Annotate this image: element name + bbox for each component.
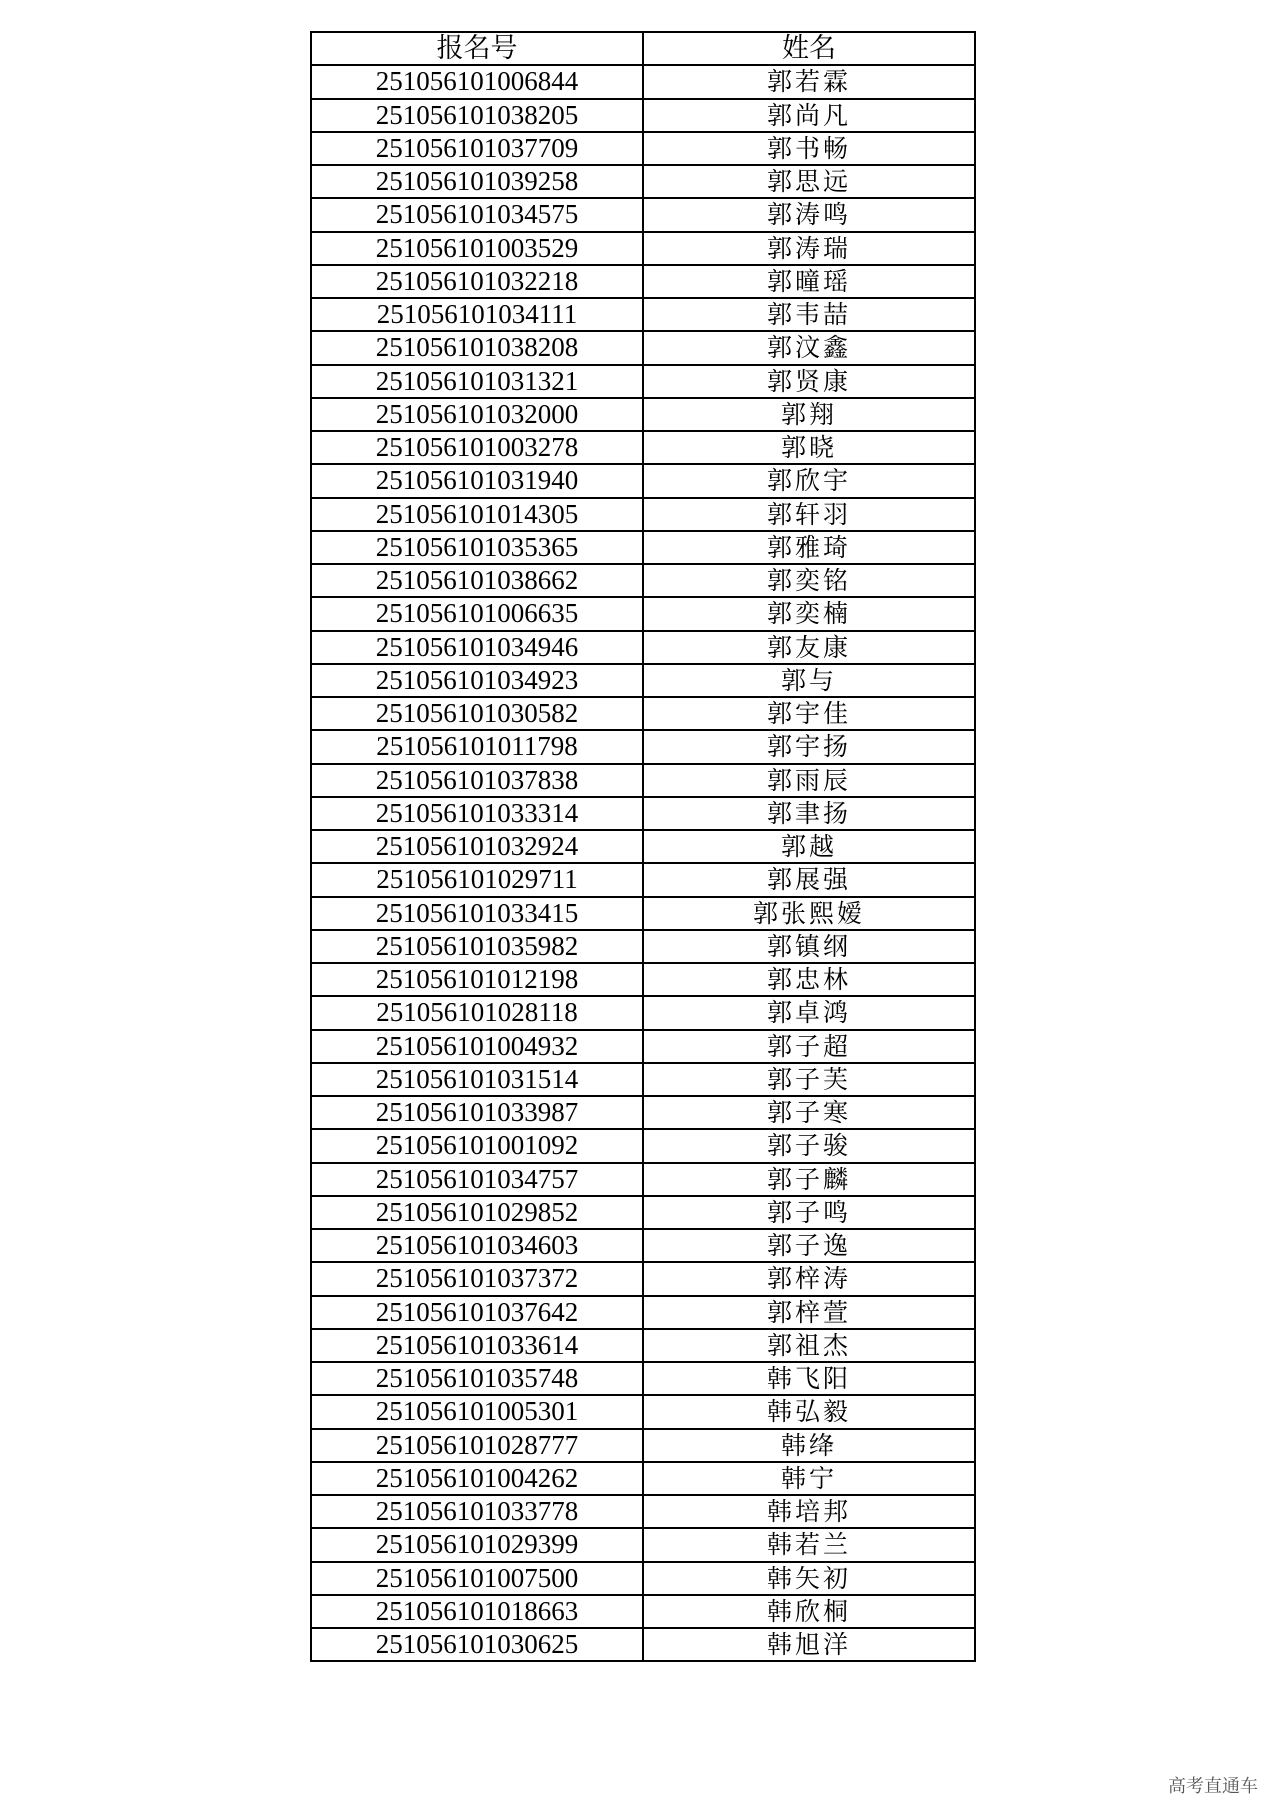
registration-number-cell: 251056101034946 (311, 631, 643, 664)
registration-number-cell: 251056101029399 (311, 1528, 643, 1561)
table-row (311, 631, 975, 664)
table-row (311, 232, 975, 265)
table-row (311, 1262, 975, 1295)
name-cell: 郭奕楠 (643, 597, 975, 630)
table-row (311, 132, 975, 165)
registration-number-cell: 251056101029852 (311, 1196, 643, 1229)
registration-number-cell: 251056101012198 (311, 963, 643, 996)
registration-number-cell: 251056101038208 (311, 331, 643, 364)
table-row (311, 1030, 975, 1063)
table-row (311, 265, 975, 298)
table-body (311, 65, 975, 1661)
table-row (311, 830, 975, 863)
name-cell: 郭子芙 (643, 1063, 975, 1096)
registration-number-cell: 251056101028777 (311, 1429, 643, 1462)
registration-number-cell: 251056101037372 (311, 1262, 643, 1295)
table-row (311, 1096, 975, 1129)
name-cell: 郭奕铭 (643, 564, 975, 597)
name-cell: 郭卓鸿 (643, 996, 975, 1029)
name-cell: 郭若霖 (643, 65, 975, 98)
registration-number-cell: 251056101028118 (311, 996, 643, 1029)
registration-number-cell: 251056101006844 (311, 65, 643, 98)
name-cell: 韩飞阳 (643, 1362, 975, 1395)
table-row (311, 1528, 975, 1561)
table-row (311, 1395, 975, 1428)
table-row (311, 597, 975, 630)
name-cell: 韩矢初 (643, 1562, 975, 1595)
name-cell: 韩欣桐 (643, 1595, 975, 1628)
registration-number-cell: 251056101030625 (311, 1628, 643, 1661)
registration-number-cell: 251056101005301 (311, 1395, 643, 1428)
table-row (311, 1495, 975, 1528)
name-cell: 郭子超 (643, 1030, 975, 1063)
table-row (311, 464, 975, 497)
table-row (311, 1429, 975, 1462)
registration-number-cell: 251056101033415 (311, 897, 643, 930)
table-row (311, 730, 975, 763)
registration-number-cell: 251056101018663 (311, 1595, 643, 1628)
table-row (311, 1296, 975, 1329)
registration-number-cell: 251056101011798 (311, 730, 643, 763)
registration-number-cell: 251056101037838 (311, 764, 643, 797)
registration-number-cell: 251056101034111 (311, 298, 643, 331)
registration-number-cell: 251056101031514 (311, 1063, 643, 1096)
name-cell: 郭雨辰 (643, 764, 975, 797)
table-row (311, 564, 975, 597)
table-row (311, 963, 975, 996)
registration-number-cell: 251056101037642 (311, 1296, 643, 1329)
name-cell: 郭越 (643, 830, 975, 863)
table-row (311, 996, 975, 1029)
registration-number-cell: 251056101031940 (311, 464, 643, 497)
registration-number-cell: 251056101033614 (311, 1329, 643, 1362)
registration-number-cell: 251056101034757 (311, 1163, 643, 1196)
name-cell: 郭书畅 (643, 132, 975, 165)
table-row (311, 1129, 975, 1162)
registration-number-cell: 251056101034603 (311, 1229, 643, 1262)
name-cell: 郭子逸 (643, 1229, 975, 1262)
name-cell: 郭子骏 (643, 1129, 975, 1162)
name-cell: 韩若兰 (643, 1528, 975, 1561)
table-row (311, 398, 975, 431)
registration-number-cell: 251056101033314 (311, 797, 643, 830)
table-row (311, 697, 975, 730)
table-row (311, 65, 975, 98)
name-cell: 郭展强 (643, 863, 975, 896)
name-cell: 郭曈瑶 (643, 265, 975, 298)
table-row (311, 198, 975, 231)
table-row (311, 797, 975, 830)
name-cell: 韩旭洋 (643, 1628, 975, 1661)
registration-number-cell: 251056101001092 (311, 1129, 643, 1162)
name-cell: 郭翔 (643, 398, 975, 431)
registration-number-cell: 251056101007500 (311, 1562, 643, 1595)
name-cell: 郭宇佳 (643, 697, 975, 730)
table-row (311, 298, 975, 331)
name-cell: 韩绛 (643, 1429, 975, 1462)
watermark-text: 高考直通车 (1168, 1776, 1258, 1797)
table-row (311, 863, 975, 896)
registration-number-cell: 251056101032924 (311, 830, 643, 863)
table-row (311, 1462, 975, 1495)
table-row (311, 531, 975, 564)
header-name: 姓名 (643, 32, 975, 65)
roster-table-container (310, 31, 974, 1662)
name-cell: 郭张熙嫒 (643, 897, 975, 930)
table-row (311, 764, 975, 797)
name-cell: 郭思远 (643, 165, 975, 198)
table-row (311, 664, 975, 697)
table-row (311, 1229, 975, 1262)
registration-number-cell: 251056101034923 (311, 664, 643, 697)
table-row (311, 1063, 975, 1096)
name-cell: 郭子鸣 (643, 1196, 975, 1229)
name-cell: 韩培邦 (643, 1495, 975, 1528)
name-cell: 郭子寒 (643, 1096, 975, 1129)
name-cell: 郭贤康 (643, 365, 975, 398)
registration-number-cell: 251056101031321 (311, 365, 643, 398)
table-row (311, 331, 975, 364)
registration-number-cell: 251056101030582 (311, 697, 643, 730)
name-cell: 郭友康 (643, 631, 975, 664)
table-row (311, 1562, 975, 1595)
registration-number-cell: 251056101037709 (311, 132, 643, 165)
registration-number-cell: 251056101033987 (311, 1096, 643, 1129)
name-cell: 郭聿扬 (643, 797, 975, 830)
name-cell: 郭梓涛 (643, 1262, 975, 1295)
name-cell: 郭忠林 (643, 963, 975, 996)
header-registration-number: 报名号 (311, 32, 643, 65)
roster-table (310, 31, 976, 1662)
table-row (311, 1163, 975, 1196)
table-row (311, 1196, 975, 1229)
table-row (311, 99, 975, 132)
name-cell: 郭子麟 (643, 1163, 975, 1196)
table-header-row (311, 32, 975, 65)
table-row (311, 1362, 975, 1395)
registration-number-cell: 251056101003278 (311, 431, 643, 464)
name-cell: 郭涛瑞 (643, 232, 975, 265)
registration-number-cell: 251056101035748 (311, 1362, 643, 1395)
registration-number-cell: 251056101032218 (311, 265, 643, 298)
name-cell: 郭祖杰 (643, 1329, 975, 1362)
table-row (311, 498, 975, 531)
registration-number-cell: 251056101039258 (311, 165, 643, 198)
table-row (311, 365, 975, 398)
name-cell: 韩弘毅 (643, 1395, 975, 1428)
name-cell: 郭涛鸣 (643, 198, 975, 231)
table-row (311, 930, 975, 963)
registration-number-cell: 251056101029711 (311, 863, 643, 896)
table-row (311, 165, 975, 198)
registration-number-cell: 251056101032000 (311, 398, 643, 431)
registration-number-cell: 251056101034575 (311, 198, 643, 231)
name-cell: 郭与 (643, 664, 975, 697)
name-cell: 郭尚凡 (643, 99, 975, 132)
registration-number-cell: 251056101003529 (311, 232, 643, 265)
name-cell: 郭宇扬 (643, 730, 975, 763)
registration-number-cell: 251056101033778 (311, 1495, 643, 1528)
name-cell: 韩宁 (643, 1462, 975, 1495)
table-row (311, 897, 975, 930)
name-cell: 郭韦喆 (643, 298, 975, 331)
name-cell: 郭轩羽 (643, 498, 975, 531)
name-cell: 郭雅琦 (643, 531, 975, 564)
registration-number-cell: 251056101014305 (311, 498, 643, 531)
name-cell: 郭汶鑫 (643, 331, 975, 364)
name-cell: 郭欣宇 (643, 464, 975, 497)
name-cell: 郭镇纲 (643, 930, 975, 963)
registration-number-cell: 251056101038205 (311, 99, 643, 132)
name-cell: 郭梓萱 (643, 1296, 975, 1329)
registration-number-cell: 251056101035365 (311, 531, 643, 564)
table-row (311, 1628, 975, 1661)
table-row (311, 1595, 975, 1628)
table-row (311, 1329, 975, 1362)
registration-number-cell: 251056101004262 (311, 1462, 643, 1495)
registration-number-cell: 251056101035982 (311, 930, 643, 963)
registration-number-cell: 251056101006635 (311, 597, 643, 630)
name-cell: 郭晓 (643, 431, 975, 464)
registration-number-cell: 251056101004932 (311, 1030, 643, 1063)
table-row (311, 431, 975, 464)
registration-number-cell: 251056101038662 (311, 564, 643, 597)
